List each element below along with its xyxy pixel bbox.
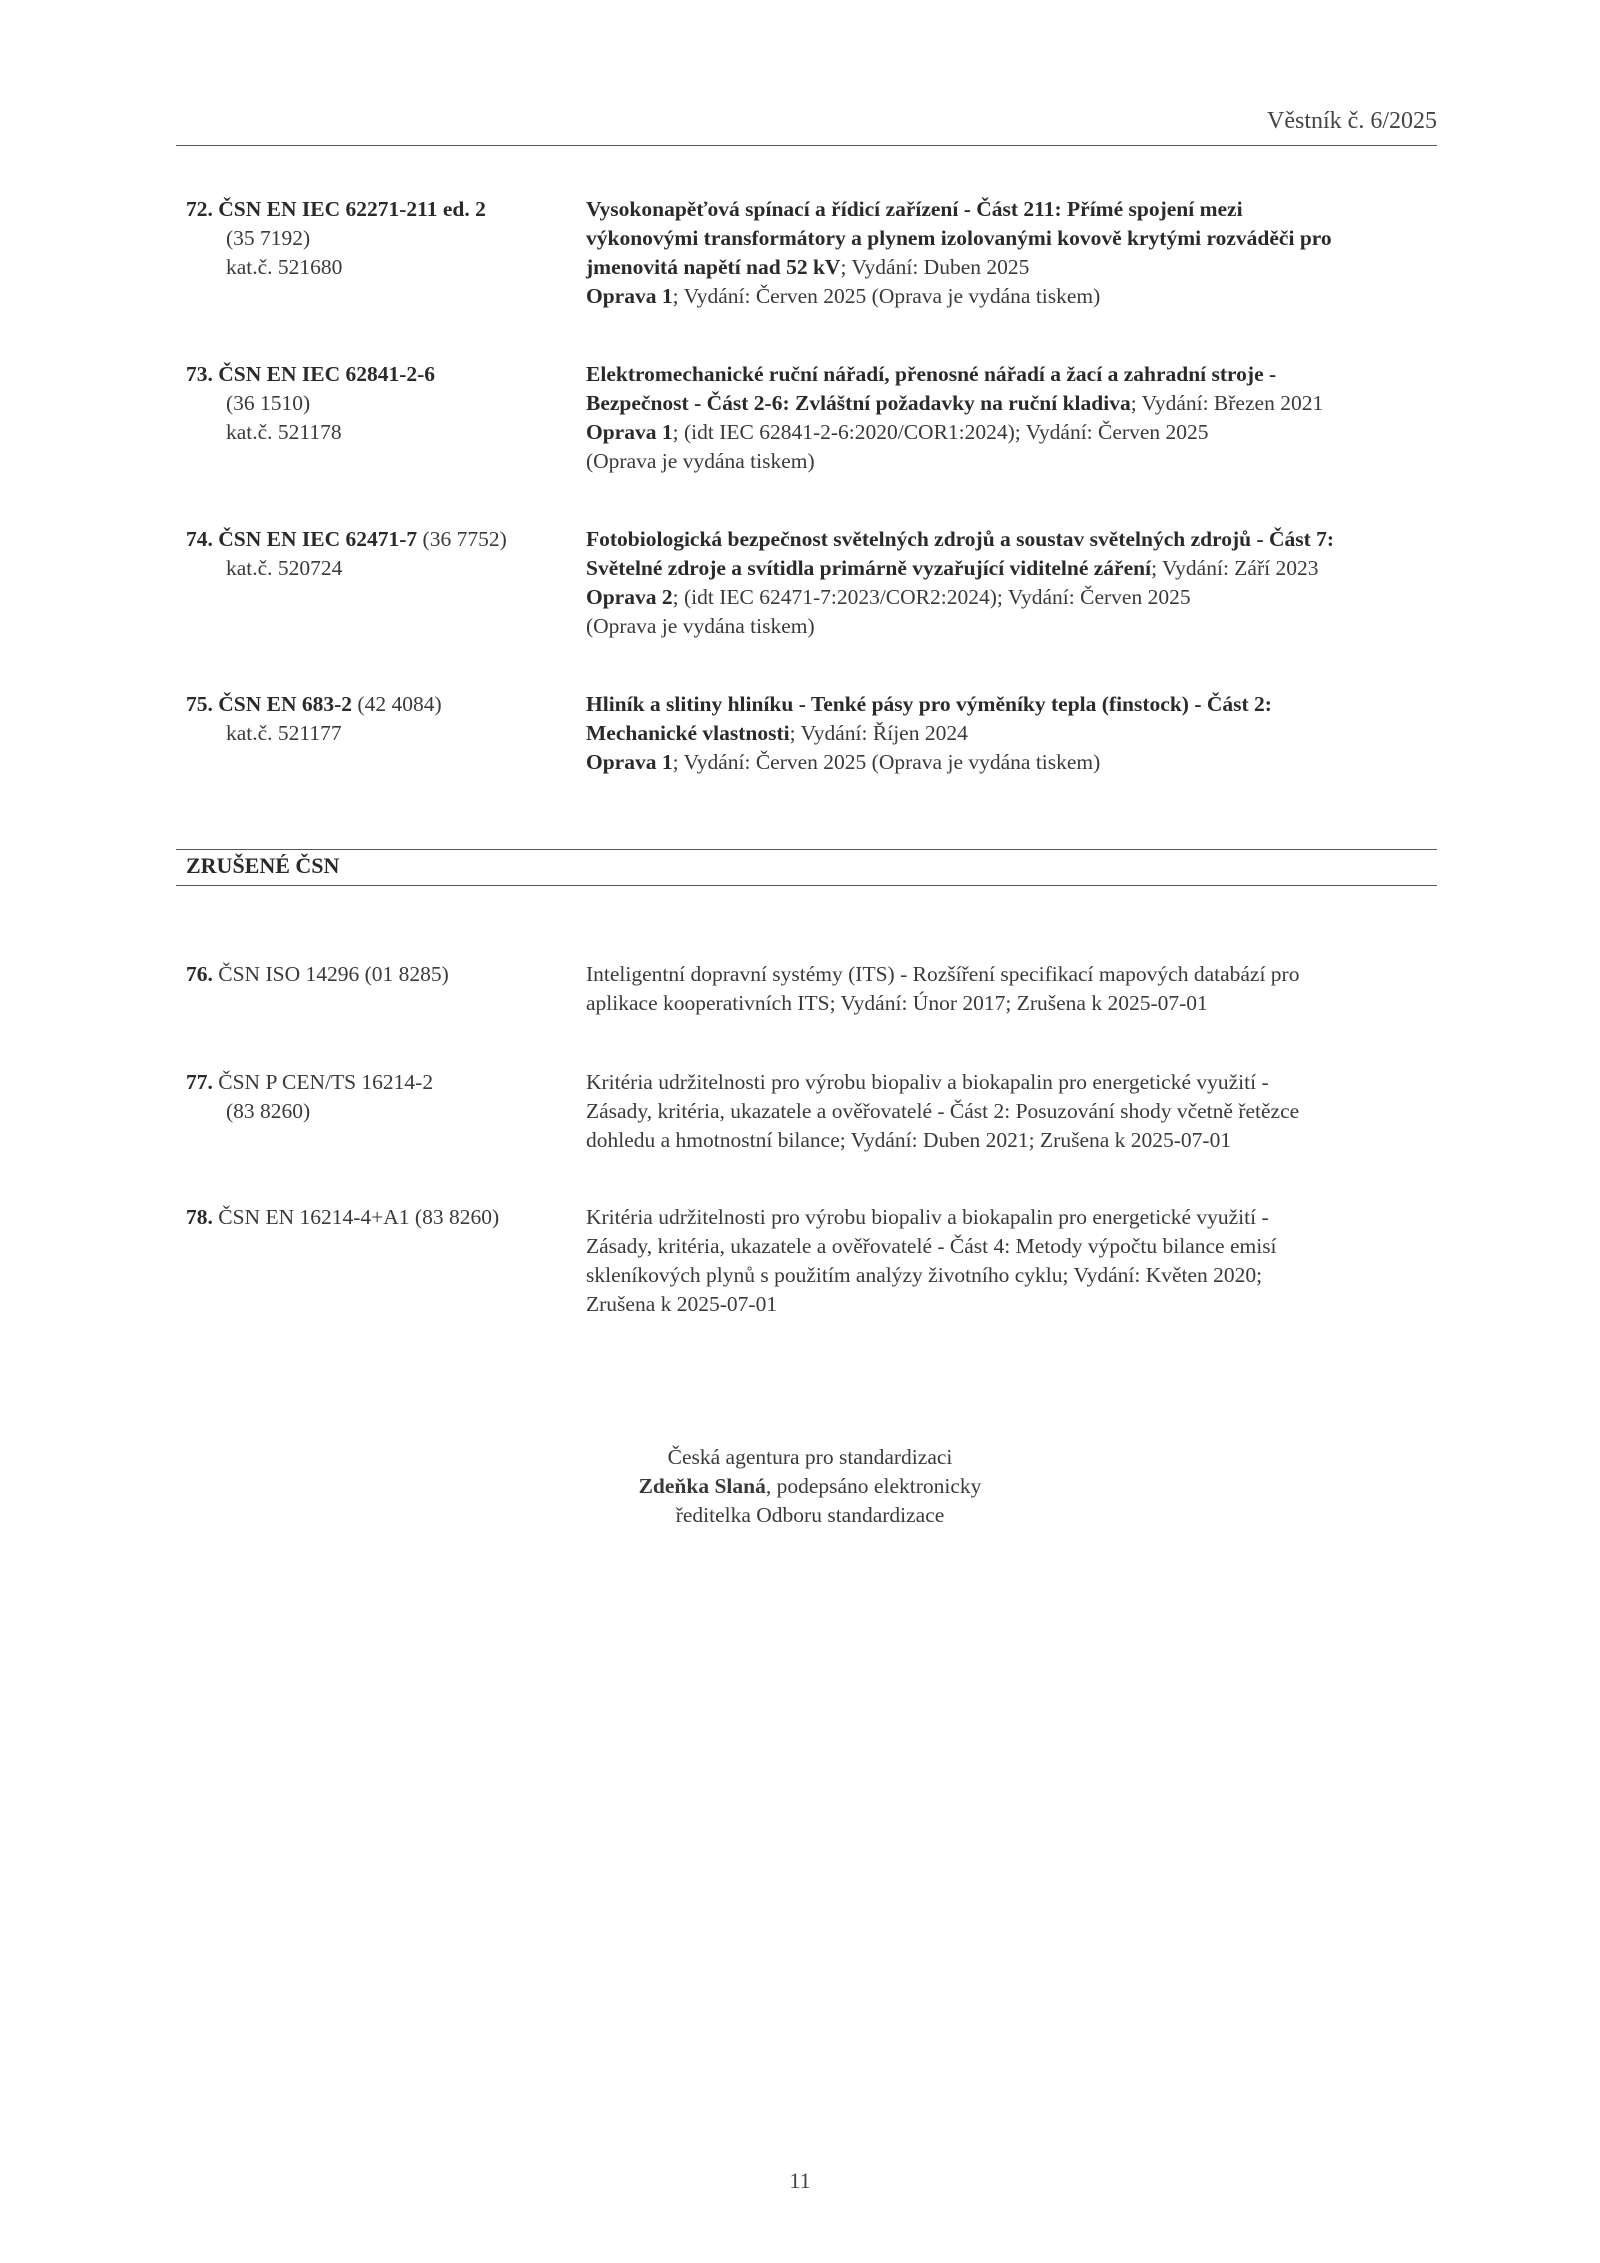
catalog-number: kat.č. 521178 bbox=[226, 420, 342, 444]
standard-code: ČSN ISO 14296 (01 8285) bbox=[212, 962, 449, 986]
title-line: výkonovými transformátory a plynem izolovanými kovově krytými rozváděči pro bbox=[586, 226, 1332, 250]
entry-identifier bbox=[186, 960, 566, 989]
entry-number: 78. bbox=[186, 1205, 213, 1229]
catalog-number: kat.č. 521177 bbox=[226, 721, 342, 745]
entry-identifier bbox=[186, 525, 566, 583]
catalog-number: kat.č. 521680 bbox=[226, 255, 343, 279]
correction-text: ; (idt IEC 62471-7:2023/COR2:2024); Vydání: Červen 2025 bbox=[672, 585, 1191, 609]
entry-description bbox=[586, 195, 1438, 311]
standard-code: ČSN EN IEC 62471-7 bbox=[218, 527, 418, 551]
correction-text: ; Vydání: Červen 2025 (Oprava je vydána tiskem) bbox=[672, 750, 1101, 774]
entry-number: 74. bbox=[186, 527, 213, 551]
title-line: Hliník a slitiny hliníku - Tenké pásy pro výměníky tepla (finstock) - Část 2: bbox=[586, 692, 1272, 716]
agency-name: Česká agentura pro standardizaci bbox=[667, 1445, 953, 1469]
entry-number: 76. bbox=[186, 962, 213, 986]
class-code: (42 4084) bbox=[352, 692, 442, 716]
desc-line: Kritéria udržitelnosti pro výrobu biopaliv a biokapalin pro energetické využití - bbox=[586, 1070, 1269, 1094]
desc-line: skleníkových plynů s použitím analýzy životního cyklu; Vydání: Květen 2020; bbox=[586, 1263, 1263, 1287]
entry-identifier bbox=[186, 690, 566, 748]
class-code: (36 7752) bbox=[417, 527, 507, 551]
class-code: (36 1510) bbox=[226, 391, 311, 415]
entry-identifier bbox=[186, 195, 566, 282]
correction-label: Oprava 2 bbox=[586, 585, 673, 609]
entry-number: 77. bbox=[186, 1070, 213, 1094]
standard-code: ČSN P CEN/TS 16214-2 bbox=[212, 1070, 434, 1094]
title-line: Fotobiologická bezpečnost světelných zdrojů a soustav světelných zdrojů - Část 7: bbox=[586, 527, 1335, 551]
desc-line: Zásady, kritéria, ukazatele a ověřovatelé - Část 4: Metody výpočtu bilance emisí bbox=[586, 1234, 1277, 1258]
entry-identifier bbox=[186, 1203, 566, 1232]
correction-text: ; (idt IEC 62841-2-6:2020/COR1:2024); Vydání: Červen 2025 bbox=[672, 420, 1209, 444]
desc-line: Zásady, kritéria, ukazatele a ověřovatelé - Část 2: Posuzování shody včetně řetězce bbox=[586, 1099, 1300, 1123]
title-line: Elektromechanické ruční nářadí, přenosné nářadí a žací a zahradní stroje - bbox=[586, 362, 1277, 386]
entry-identifier bbox=[186, 360, 566, 447]
page-number: 11 bbox=[789, 2168, 811, 2193]
title-line: Bezpečnost - Část 2-6: Zvláštní požadavky na ruční kladiva bbox=[586, 391, 1131, 415]
correction-text: ; Vydání: Červen 2025 (Oprava je vydána tiskem) bbox=[672, 284, 1101, 308]
header-rule bbox=[176, 145, 1437, 146]
entry-description bbox=[586, 1068, 1438, 1155]
class-code: (83 8260) bbox=[226, 1099, 311, 1123]
entry-identifier bbox=[186, 1068, 566, 1126]
page-header: Věstník č. 6/2025 bbox=[1267, 108, 1437, 134]
entry-description bbox=[586, 960, 1438, 1018]
entry-description bbox=[586, 360, 1438, 476]
section-rule-bottom bbox=[176, 885, 1437, 886]
desc-line: Inteligentní dopravní systémy (ITS) - Rozšíření specifikací mapových databází pro bbox=[586, 962, 1300, 986]
title-line: Vysokonapěťová spínací a řídicí zařízení - Část 211: Přímé spojení mezi bbox=[586, 197, 1243, 221]
signature-block bbox=[590, 1443, 1030, 1530]
entry-description bbox=[586, 690, 1438, 777]
standard-code: ČSN EN IEC 62841-2-6 bbox=[218, 362, 436, 386]
signer-name: Zdeňka Slaná bbox=[638, 1474, 766, 1498]
entry-number: 72. bbox=[186, 197, 213, 221]
section-title: ZRUŠENÉ ČSN bbox=[186, 853, 340, 878]
signed-note: , podepsáno elektronicky bbox=[765, 1474, 982, 1498]
correction-label: Oprava 1 bbox=[586, 750, 673, 774]
signer-role: ředitelka Odboru standardizace bbox=[675, 1503, 945, 1527]
correction-label: Oprava 1 bbox=[586, 284, 673, 308]
standard-code: ČSN EN IEC 62271-211 ed. 2 bbox=[218, 197, 486, 221]
issue-date: ; Vydání: Duben 2025 bbox=[840, 255, 1030, 279]
correction-note: (Oprava je vydána tiskem) bbox=[586, 449, 815, 473]
desc-line: aplikace kooperativních ITS; Vydání: Únor 2017; Zrušena k 2025-07-01 bbox=[586, 991, 1208, 1015]
correction-note: (Oprava je vydána tiskem) bbox=[586, 614, 815, 638]
title-line: Světelné zdroje a svítidla primárně vyzařující viditelné záření bbox=[586, 556, 1152, 580]
entry-number: 75. bbox=[186, 692, 213, 716]
entry-description bbox=[586, 525, 1438, 641]
correction-label: Oprava 1 bbox=[586, 420, 673, 444]
issue-date: ; Vydání: Březen 2021 bbox=[1130, 391, 1324, 415]
issue-date: ; Vydání: Září 2023 bbox=[1151, 556, 1319, 580]
entry-description bbox=[586, 1203, 1438, 1319]
title-line: jmenovitá napětí nad 52 kV bbox=[586, 255, 841, 279]
catalog-number: kat.č. 520724 bbox=[226, 556, 343, 580]
desc-line: dohledu a hmotnostní bilance; Vydání: Duben 2021; Zrušena k 2025-07-01 bbox=[586, 1128, 1232, 1152]
class-code: (35 7192) bbox=[226, 226, 311, 250]
title-line: Mechanické vlastnosti bbox=[586, 721, 790, 745]
desc-line: Kritéria udržitelnosti pro výrobu biopaliv a biokapalin pro energetické využití - bbox=[586, 1205, 1269, 1229]
desc-line: Zrušena k 2025-07-01 bbox=[586, 1292, 778, 1316]
section-rule-top bbox=[176, 849, 1437, 850]
entry-number: 73. bbox=[186, 362, 213, 386]
standard-code: ČSN EN 16214-4+A1 (83 8260) bbox=[212, 1205, 500, 1229]
standard-code: ČSN EN 683-2 bbox=[218, 692, 353, 716]
issue-date: ; Vydání: Říjen 2024 bbox=[789, 721, 968, 745]
